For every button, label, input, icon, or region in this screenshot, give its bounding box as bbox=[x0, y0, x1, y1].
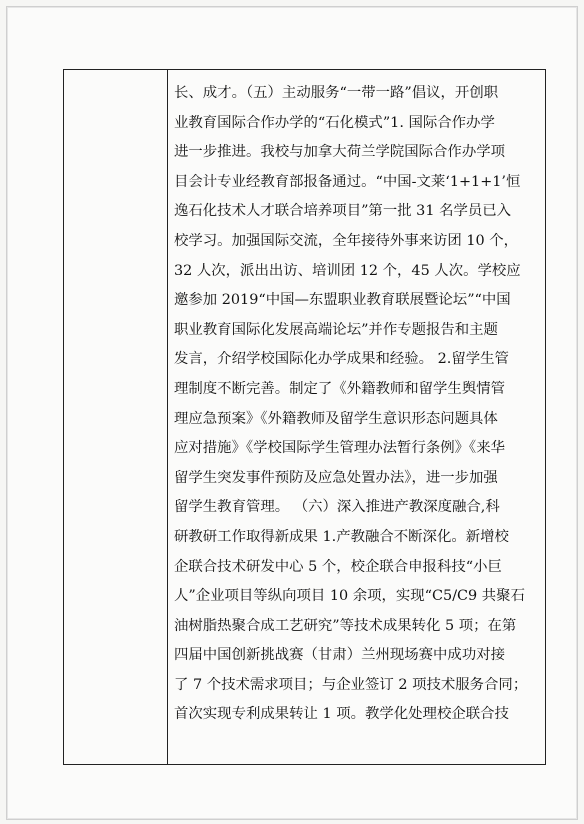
text-line: 邀参加 2019“中国—东盟职业教育联展暨论坛”“中国 bbox=[174, 292, 511, 309]
text-line: 32 人次，派出出访、培训团 12 个，45 人次。学校应 bbox=[174, 262, 521, 279]
text-line: 人”企业项目等纵向项目 10 余项，实现“C5/C9 共聚石 bbox=[174, 588, 525, 605]
text-line: 应对措施》《学校国际学生管理办法暂行条例》《来华 bbox=[174, 440, 505, 457]
text-line: 发言，介绍学校国际化办学成果和经验。 2.留学生管 bbox=[174, 351, 509, 368]
text-line: 业教育国际合作办学的“石化模式”1. 国际合作办学 bbox=[174, 114, 495, 131]
text-line: 理应急预案》《外籍教师及留学生意识形态问题具体 bbox=[174, 410, 498, 427]
document-page bbox=[6, 6, 578, 820]
text-line: 了 7 个技术需求项目；与企业签订 2 项技术服务合同； bbox=[174, 676, 528, 693]
text-line: 留学生突发事件预防及应急处置办法》，进一步加强 bbox=[174, 469, 498, 486]
text-line: 首次实现专利成果转让 1 项。教学化处理校企联合技 bbox=[174, 706, 509, 723]
text-line: 校学习。加强国际交流，全年接待外事来访团 10 个， bbox=[174, 232, 519, 249]
text-line: 理制度不断完善。制定了《外籍教师和留学生舆情管 bbox=[174, 380, 505, 397]
text-line: 逸石化技术人才联合培养项目”第一批 31 名学员已入 bbox=[174, 203, 512, 220]
text-line: 职业教育国际化发展高端论坛”并作专题报告和主题 bbox=[174, 321, 498, 338]
text-line: 四届中国创新挑战赛（甘肃）兰州现场赛中成功对接 bbox=[174, 647, 505, 664]
text-line: 长、成才。（五）主动服务“一带一路”倡议，开创职 bbox=[174, 85, 499, 101]
text-line: 目会计专业经教育部报备通过。“中国-文莱‘1+1+1’恒 bbox=[174, 173, 521, 190]
text-line: 留学生教育管理。 （六）深入推进产教深度融合,科 bbox=[174, 499, 500, 516]
text-line: 企联合技术研发中心 5 个，校企联合申报科技“小巨 bbox=[174, 558, 502, 575]
text-line: 油树脂热聚合成工艺研究”等技术成果转化 5 项；在第 bbox=[174, 617, 517, 634]
table-text-cell bbox=[174, 79, 542, 730]
table-left-column bbox=[64, 70, 168, 764]
content-table bbox=[63, 69, 546, 765]
text-line: 研教研工作取得新成果 1.产教融合不断深化。新增校 bbox=[174, 528, 509, 545]
text-line: 进一步推进。我校与加拿大荷兰学院国际合作办学项 bbox=[174, 144, 505, 161]
